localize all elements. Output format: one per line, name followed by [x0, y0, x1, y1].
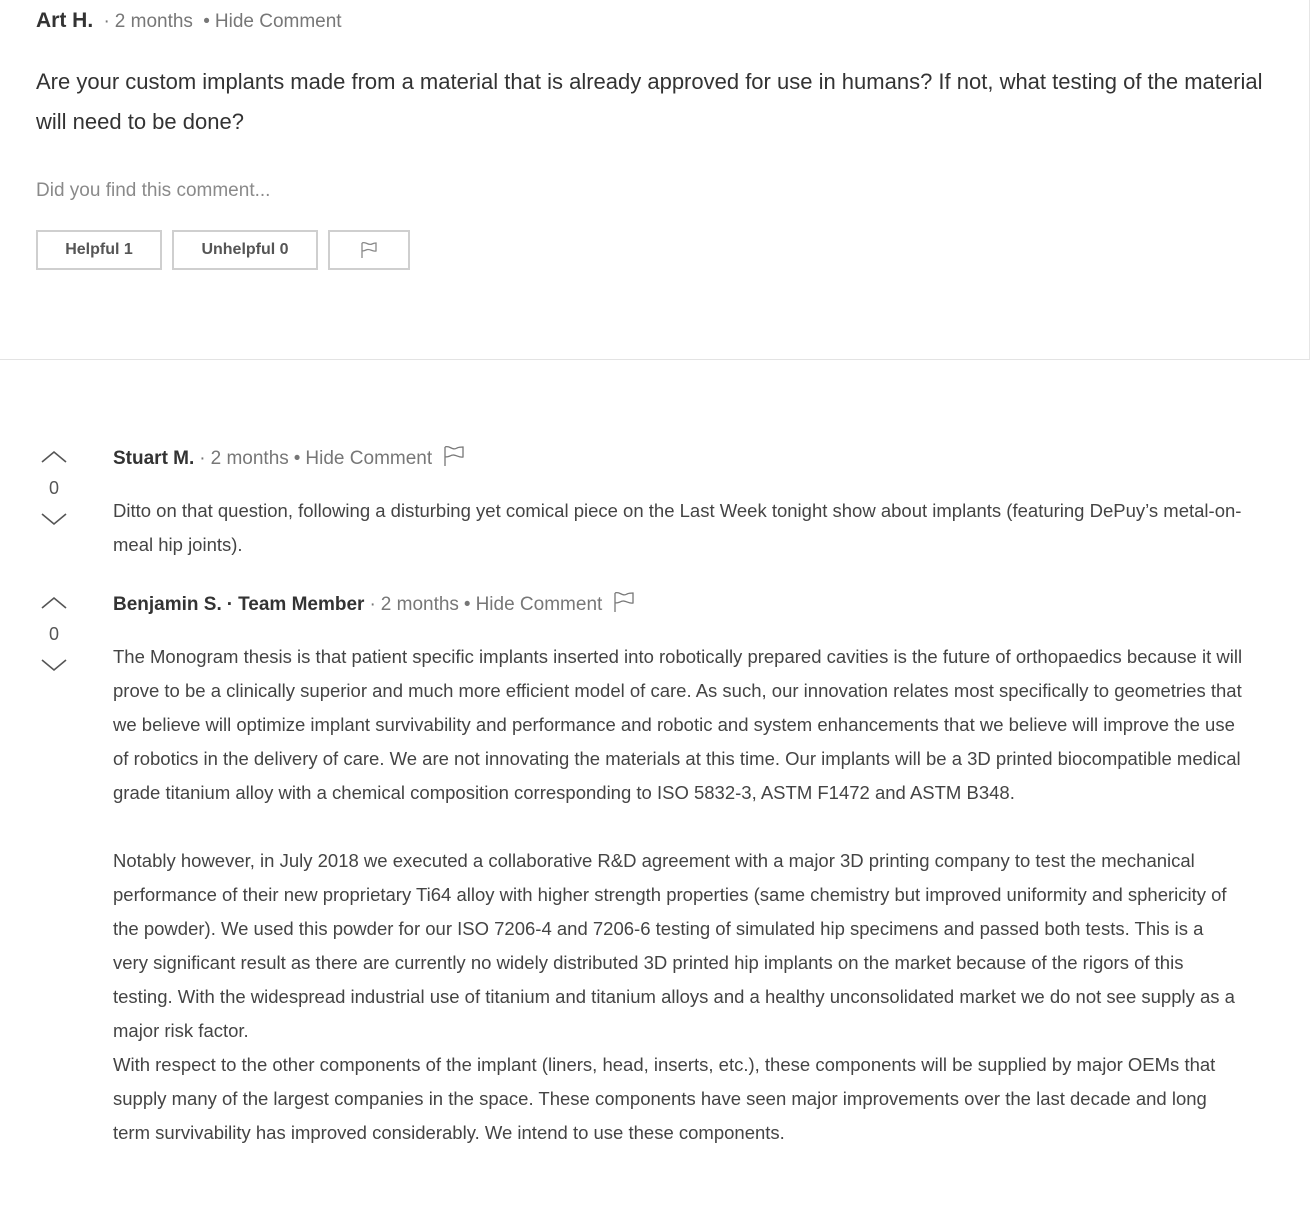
team-member-badge: Team Member [238, 594, 365, 615]
chevron-up-icon [34, 590, 74, 614]
flag-button[interactable] [328, 230, 410, 270]
reply-meta [113, 444, 466, 474]
hide-comment-link[interactable]: Hide Comment [305, 448, 433, 469]
downvote-button[interactable] [34, 508, 74, 532]
hide-comment-link[interactable]: Hide Comment [475, 594, 603, 615]
reply-author[interactable]: Benjamin S. [113, 594, 222, 615]
separator-dot: · [369, 594, 376, 615]
reply-paragraph: With respect to the other components of the implant (liners, head, inserts, etc.), these components will be supplied by major OEMs that supply many of the largest companies in the space. These components have seen major improvements over the last decade and long term survivability has improved considerably. We intend to use these components. [113, 1054, 1216, 1143]
upvote-button[interactable] [34, 444, 74, 468]
top-comment-card [0, 0, 1310, 360]
reply-paragraph: Notably however, in July 2018 we executed a collaborative R&D agreement with a major 3D printing company to test the mechanical performance of their new proprietary Ti64 alloy with higher strength properties (same chemistry but improved uniformity and sphericity of the powder). We used this powder for our ISO 7206-4 and 7206-6 testing of simulated hip specimens and passed both tests. This is a very significant result as there are currently no widely distributed 3D printed hip implants on the market because of the rigors of this testing. With the widespread industrial use of titanium and titanium alloys and a healthy unconsolidated market we do not see supply as a major risk factor. [113, 850, 1235, 1041]
reply-time: 2 months [210, 448, 289, 469]
reply-author[interactable]: Stuart M. [113, 448, 195, 469]
comment-meta [36, 9, 342, 33]
reply-body [113, 494, 1243, 562]
flag-icon [612, 590, 636, 614]
flag-button[interactable] [442, 444, 466, 474]
vote-count: 0 [48, 624, 59, 644]
flag-icon [359, 240, 379, 260]
unhelpful-button[interactable]: Unhelpful 0 [172, 230, 318, 270]
upvote-button[interactable] [34, 590, 74, 614]
reply-meta [113, 590, 636, 620]
separator-dot: • [203, 11, 210, 32]
flag-icon [442, 444, 466, 468]
comment-author[interactable]: Art H. [36, 9, 94, 32]
chevron-down-icon [34, 654, 74, 678]
chevron-down-icon [34, 508, 74, 532]
vote-control [34, 444, 74, 532]
helpful-button[interactable]: Helpful 1 [36, 230, 162, 270]
flag-button[interactable] [612, 590, 636, 620]
separator-dot: · [103, 11, 110, 32]
hide-comment-link[interactable]: Hide Comment [214, 11, 342, 32]
vote-control [34, 590, 74, 678]
separator-dot: · [199, 448, 206, 469]
downvote-button[interactable] [34, 654, 74, 678]
separator-dot: • [293, 448, 301, 469]
separator-dot: • [463, 594, 471, 615]
comment-time: 2 months [114, 11, 193, 32]
chevron-up-icon [34, 444, 74, 468]
reply-body [113, 640, 1243, 1150]
reply-paragraph: Ditto on that question, following a disturbing yet comical piece on the Last Week tonight show about implants (featuring DePuy’s metal-on-meal hip joints). [113, 500, 1242, 555]
vote-count: 0 [48, 478, 59, 498]
reply-time: 2 months [380, 594, 459, 615]
reply-paragraph: The Monogram thesis is that patient specific implants inserted into robotically prepared cavities is the future of orthopaedics because it will prove to be a clinically superior and much more efficient model of care. As such, our innovation relates most specifically to geometries that we believe will optimize implant survivability and performance and robotic and system enhancements that we believe will improve the use of robotics in the delivery of care. We are not innovating the materials at this time. Our implants will be a 3D printed biocompatible medical grade titanium alloy with a chemical composition corresponding to ISO 5832-3, ASTM F1472 and ASTM B348. [113, 646, 1243, 803]
comment-body: Are your custom implants made from a material that is already approved for use in humans? If not, what testing of the material will need to be done? [36, 69, 1263, 134]
separator-dot: · [226, 594, 234, 615]
feedback-prompt: Did you find this comment... [36, 180, 271, 201]
